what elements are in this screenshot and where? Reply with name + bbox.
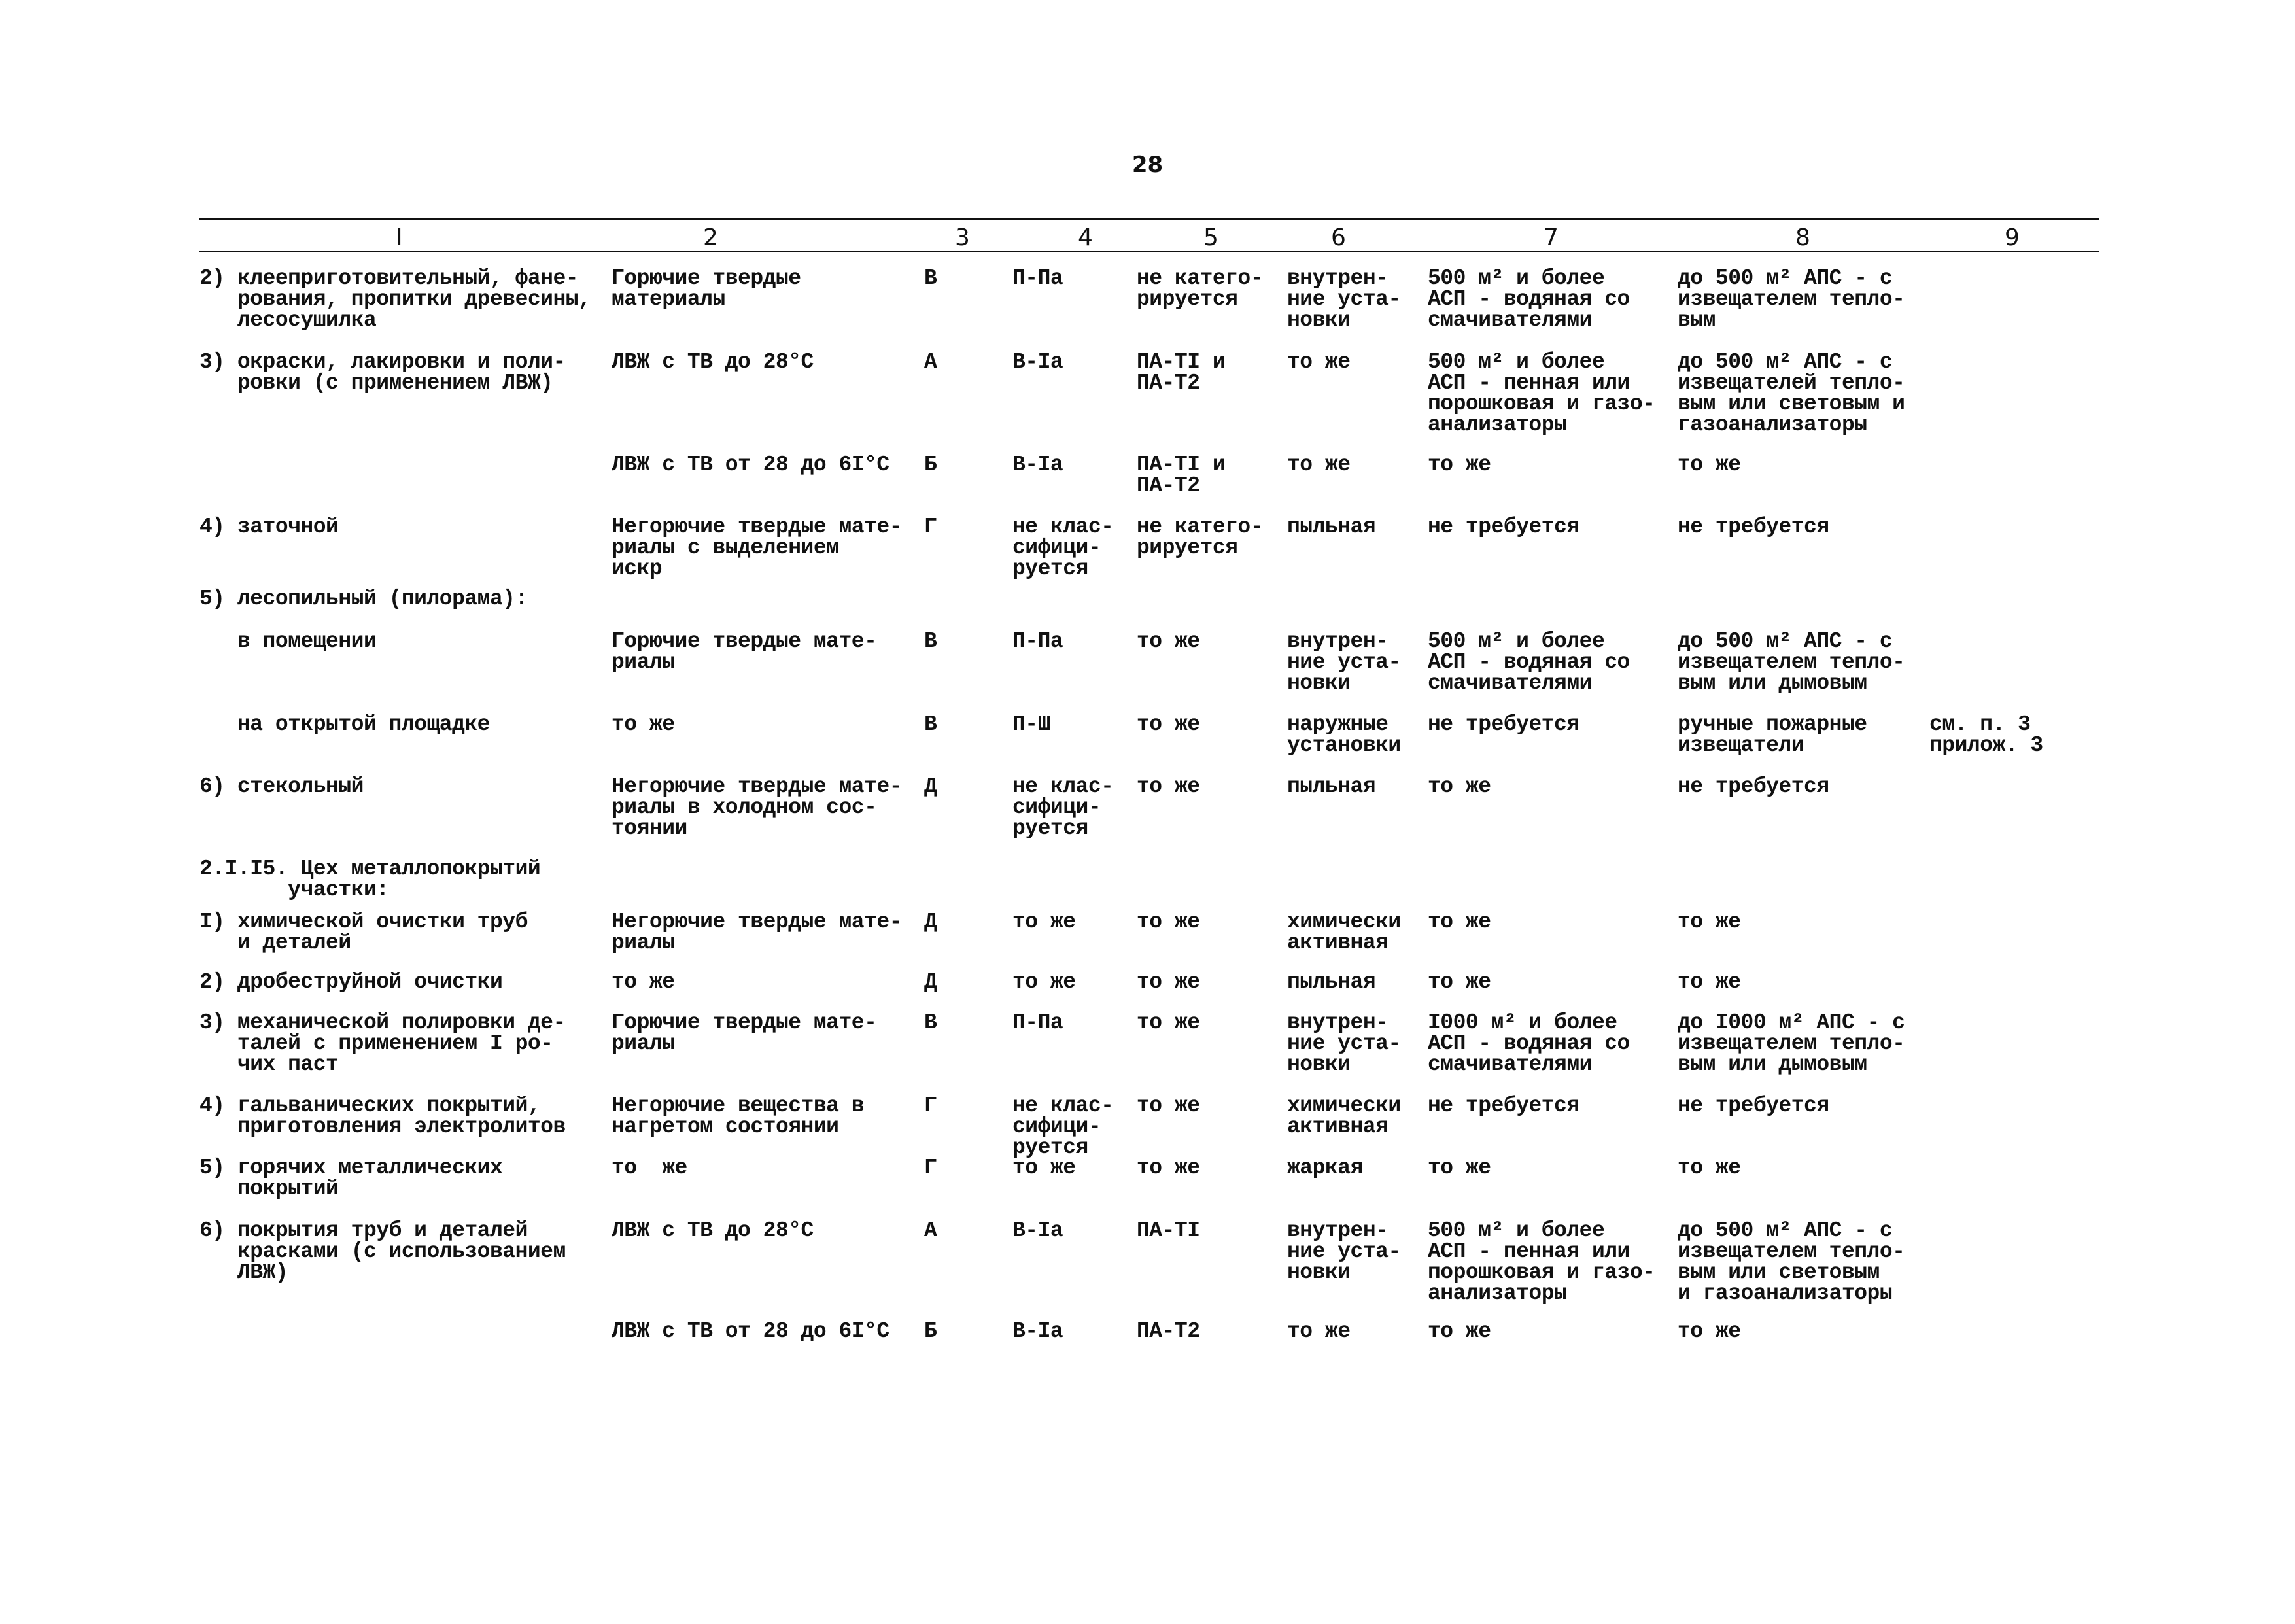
cell-col-5: то же	[1137, 1156, 1200, 1180]
cell-col-4: П-Па	[1012, 1011, 1063, 1035]
cell-col-6: внутрен- ние уста- новки	[1287, 629, 1401, 695]
cell-col-7: то же	[1428, 774, 1491, 799]
cell-col-4: В-Iа	[1012, 453, 1063, 477]
cell-col-7: 500 м² и более АСП - пенная или порошковая и газо- анализаторы	[1428, 350, 1655, 437]
cell-col-3: Б	[924, 453, 937, 477]
cell-col-1: в помещении	[199, 629, 377, 653]
cell-col-1: 3) механической полировки де- талей с применением I ро- чих паст	[199, 1011, 566, 1077]
cell-col-3: Б	[924, 1319, 937, 1343]
cell-col-1: на открытой площадке	[199, 712, 490, 736]
cell-col-4: не клас- сифици- руется	[1012, 774, 1114, 840]
cell-col-6: пыльная	[1287, 515, 1376, 539]
cell-col-5: ПА-Т2	[1137, 1319, 1200, 1343]
cell-col-6: химически активная	[1287, 1094, 1401, 1139]
cell-col-5: то же	[1137, 1094, 1200, 1118]
cell-col-7: I000 м² и более АСП - водяная со смачивателями	[1428, 1011, 1630, 1077]
cell-col-6: химически активная	[1287, 910, 1401, 955]
cell-col-2: Горючие твердые материалы	[612, 266, 801, 311]
cell-col-7: не требуется	[1428, 515, 1579, 539]
cell-col-8: до 500 м² АПС - с извещателем тепло- вым или дымовым	[1678, 629, 1905, 695]
table-top-rule	[199, 218, 2099, 220]
cell-col-4: П-Па	[1012, 266, 1063, 290]
cell-col-7: не требуется	[1428, 712, 1579, 736]
cell-col-3: В	[924, 1011, 937, 1035]
cell-col-4: то же	[1012, 910, 1076, 934]
cell-col-7: 500 м² и более АСП - водяная со смачивателями	[1428, 266, 1630, 332]
cell-col-7: 500 м² и более АСП - водяная со смачивателями	[1428, 629, 1630, 695]
cell-col-5: то же	[1137, 910, 1200, 934]
cell-col-8: то же	[1678, 1156, 1741, 1180]
cell-col-3: Г	[924, 1094, 937, 1118]
cell-col-2: Негорючие твердые мате- риалы в холодном сос- тоянии	[612, 774, 902, 840]
cell-col-5: не катего- рируется	[1137, 266, 1264, 311]
cell-col-3: В	[924, 266, 937, 290]
cell-col-2: то же	[612, 970, 675, 994]
cell-col-4: В-Iа	[1012, 1319, 1063, 1343]
column-header-9: 9	[2005, 224, 2020, 251]
cell-col-4: не клас- сифици- руется	[1012, 515, 1114, 581]
cell-col-5: ПА-ТI и ПА-Т2	[1137, 350, 1226, 395]
cell-col-3: Д	[924, 970, 937, 994]
cell-col-6: внутрен- ние уста- новки	[1287, 1011, 1401, 1077]
cell-col-8: не требуется	[1678, 1094, 1829, 1118]
cell-col-5: то же	[1137, 712, 1200, 736]
column-header-1: I	[396, 224, 403, 251]
cell-col-6: пыльная	[1287, 774, 1376, 799]
cell-col-8: до I000 м² АПС - с извещателем тепло- вым или дымовым	[1678, 1011, 1905, 1077]
cell-col-1: I) химической очистки труб и деталей	[199, 910, 528, 955]
cell-col-1: 4) заточной	[199, 515, 339, 539]
cell-col-2: Негорючие вещества в нагретом состоянии	[612, 1094, 865, 1139]
cell-col-2: ЛВЖ с ТВ до 28°С	[612, 1218, 814, 1243]
cell-col-6: то же	[1287, 453, 1351, 477]
cell-col-7: то же	[1428, 1319, 1491, 1343]
cell-col-4: то же	[1012, 1156, 1076, 1180]
cell-col-2: Негорючие твердые мате- риалы с выделением искр	[612, 515, 902, 581]
column-header-3: 3	[955, 224, 970, 251]
cell-col-5: то же	[1137, 629, 1200, 653]
cell-col-4: В-Iа	[1012, 1218, 1063, 1243]
cell-col-2: то же	[612, 712, 675, 736]
cell-col-7: то же	[1428, 970, 1491, 994]
cell-col-1: 3) окраски, лакировки и поли- ровки (с применением ЛВЖ)	[199, 350, 566, 395]
cell-col-8: то же	[1678, 910, 1741, 934]
cell-col-4: П-Ш	[1012, 712, 1050, 736]
cell-col-3: В	[924, 712, 937, 736]
cell-col-3: Д	[924, 910, 937, 934]
column-header-8: 8	[1795, 224, 1810, 251]
table-header-rule	[199, 251, 2099, 252]
cell-col-5: то же	[1137, 970, 1200, 994]
cell-col-3: А	[924, 350, 937, 374]
cell-col-1: 5) горячих металлических покрытий	[199, 1156, 503, 1201]
cell-col-5: ПА-ТI и ПА-Т2	[1137, 453, 1226, 498]
cell-col-3: А	[924, 1218, 937, 1243]
cell-col-3: Д	[924, 774, 937, 799]
cell-col-8: не требуется	[1678, 774, 1829, 799]
cell-col-1: 2) клееприготовительный, фане- рования, пропитки древесины, лесосушилка	[199, 266, 591, 332]
cell-col-2: Горючие твердые мате- риалы	[612, 629, 877, 674]
cell-col-7: 500 м² и более АСП - пенная или порошковая и газо- анализаторы	[1428, 1218, 1655, 1305]
cell-col-2: Негорючие твердые мате- риалы	[612, 910, 902, 955]
cell-col-5: ПА-ТI	[1137, 1218, 1200, 1243]
cell-col-1: 2) дробеструйной очистки	[199, 970, 503, 994]
cell-col-3: В	[924, 629, 937, 653]
cell-col-8: ручные пожарные извещатели	[1678, 712, 1867, 757]
cell-col-8: не требуется	[1678, 515, 1829, 539]
cell-col-3: Г	[924, 515, 937, 539]
cell-col-3: Г	[924, 1156, 937, 1180]
column-header-7: 7	[1544, 224, 1559, 251]
cell-col-6: наружные установки	[1287, 712, 1401, 757]
cell-col-8: то же	[1678, 453, 1741, 477]
cell-col-5: то же	[1137, 1011, 1200, 1035]
page-number: 28	[1131, 152, 1164, 178]
column-header-6: 6	[1331, 224, 1346, 251]
cell-col-7: то же	[1428, 1156, 1491, 1180]
cell-col-6: то же	[1287, 350, 1351, 374]
cell-col-5: не катего- рируется	[1137, 515, 1264, 560]
cell-col-2: ЛВЖ с ТВ от 28 до 6I°С	[612, 453, 889, 477]
cell-col-1: 6) покрытия труб и деталей красками (с использованием ЛВЖ)	[199, 1218, 566, 1285]
cell-col-6: пыльная	[1287, 970, 1376, 994]
cell-col-7: то же	[1428, 453, 1491, 477]
cell-col-8: то же	[1678, 1319, 1741, 1343]
column-header-2: 2	[703, 224, 718, 251]
cell-col-8: то же	[1678, 970, 1741, 994]
cell-col-7: не требуется	[1428, 1094, 1579, 1118]
cell-col-5: то же	[1137, 774, 1200, 799]
cell-col-8: до 500 м² АПС - с извещателем тепло- вым	[1678, 266, 1905, 332]
cell-col-6: внутрен- ние уста- новки	[1287, 1218, 1401, 1285]
cell-col-2: ЛВЖ с ТВ от 28 до 6I°С	[612, 1319, 889, 1343]
cell-col-6: жаркая	[1287, 1156, 1363, 1180]
cell-col-2: Горючие твердые мате- риалы	[612, 1011, 877, 1056]
cell-col-4: то же	[1012, 970, 1076, 994]
cell-col-6: внутрен- ние уста- новки	[1287, 266, 1401, 332]
cell-col-1: 6) стекольный	[199, 774, 364, 799]
cell-col-6: то же	[1287, 1319, 1351, 1343]
cell-col-8: до 500 м² АПС - с извещателем тепло- вым или световым и газоанализаторы	[1678, 1218, 1905, 1305]
cell-col-1: 5) лесопильный (пилорама):	[199, 587, 528, 611]
cell-col-8: до 500 м² АПС - с извещателей тепло- вым или световым и газоанализаторы	[1678, 350, 1905, 437]
cell-col-4: В-Iа	[1012, 350, 1063, 374]
cell-col-2: то же	[612, 1156, 687, 1180]
cell-col-2: ЛВЖ с ТВ до 28°С	[612, 350, 814, 374]
cell-col-7: то же	[1428, 910, 1491, 934]
cell-col-9: см. п. 3 прилож. 3	[1929, 712, 2043, 757]
cell-col-1: 2.I.I5. Цех металлопокрытий участки:	[199, 857, 541, 902]
cell-col-4: П-Па	[1012, 629, 1063, 653]
cell-col-1: 4) гальванических покрытий, приготовления электролитов	[199, 1094, 566, 1139]
cell-col-4: не клас- сифици- руется	[1012, 1094, 1114, 1160]
column-header-5: 5	[1203, 224, 1218, 251]
column-header-4: 4	[1078, 224, 1093, 251]
